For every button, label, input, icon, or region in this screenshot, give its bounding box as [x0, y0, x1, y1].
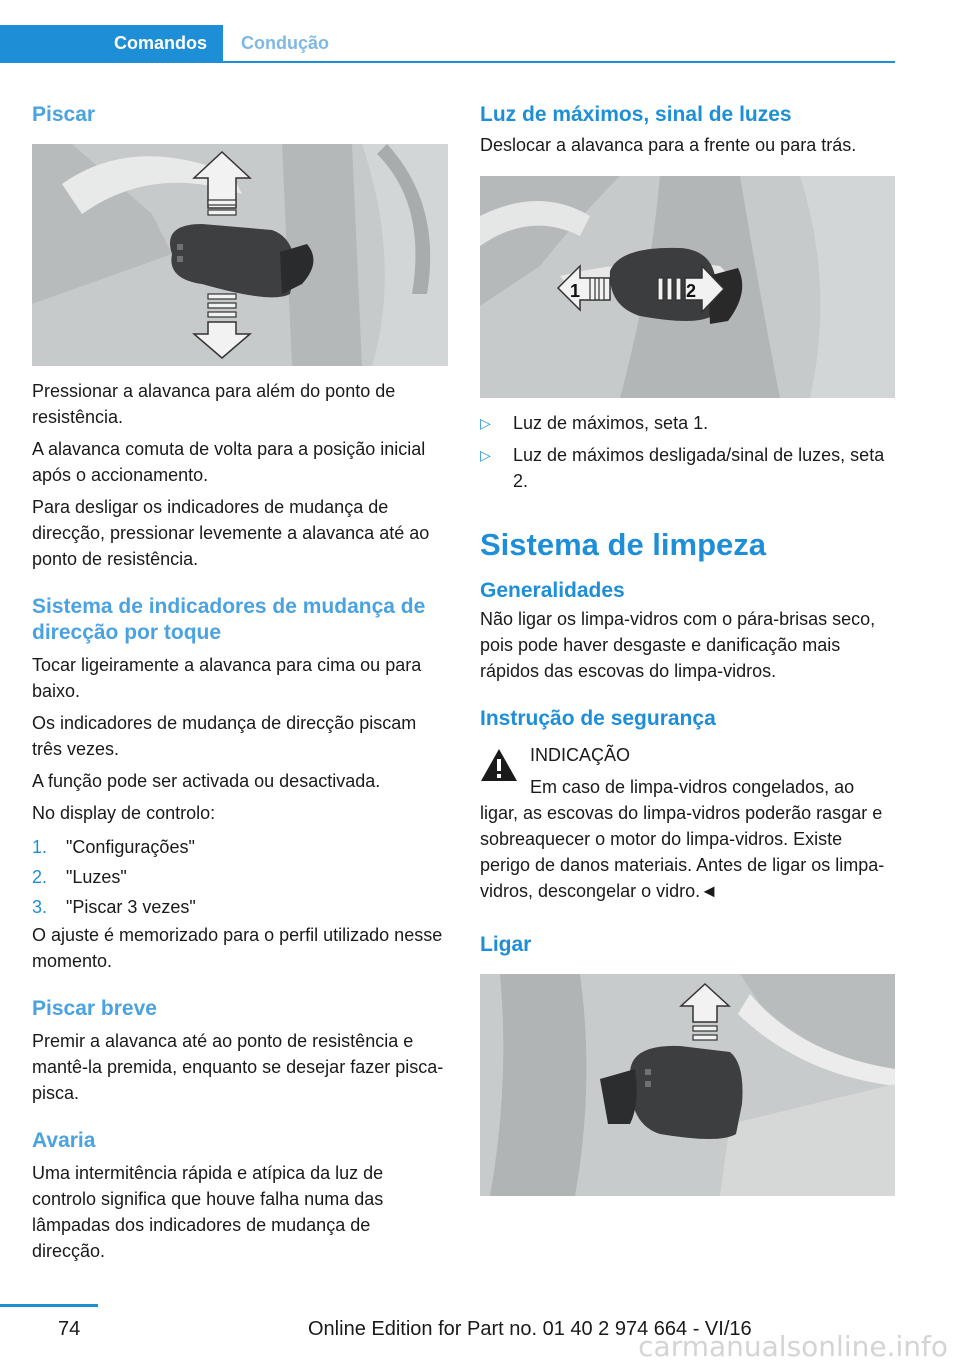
figure-maximos	[480, 176, 895, 398]
toque-p3: A função pode ser activada ou desactivada.	[32, 771, 381, 791]
heading-ligar: Ligar	[480, 933, 532, 956]
heading-piscar: Piscar	[32, 103, 96, 126]
tab-comandos[interactable]: Comandos	[0, 25, 223, 61]
fig-arrow-label-2: 2	[686, 281, 697, 301]
heading-maximos: Luz de máximos, sinal de luzes	[480, 103, 792, 126]
page-number-rule	[0, 1304, 98, 1307]
triangle-bullet-icon: ▷	[480, 447, 491, 463]
toque-p2: Os indicadores de mudança de direcção piscam três vezes.	[32, 713, 417, 759]
generalidades-p: Não ligar os limpa-vidros com o pára-brisas seco, pois pode haver desgaste e danificação mais rápidos das escovas do limpa-vidros.	[480, 609, 876, 681]
warning-block	[480, 742, 896, 768]
avaria-p1: Uma intermitência rápida e atípica da luz de controlo significa que houve falha numa das lâmpadas dos indicadores de mudança de direcção.	[32, 1163, 384, 1261]
step-number: 3.	[32, 897, 48, 917]
heading-toque: Sistema de indicadores de mudança de direcção por toque	[32, 595, 426, 644]
left-column	[32, 100, 448, 1264]
piscar-p2: A alavanca comuta de volta para a posição inicial após o accionamento.	[32, 439, 426, 485]
figure-piscar	[32, 144, 448, 366]
piscar-p1: Pressionar a alavanca para além do ponto de resistência.	[32, 381, 396, 427]
item-text: Luz de máximos desligada/sinal de luzes, seta 2.	[513, 445, 885, 491]
heading-avaria: Avaria	[32, 1129, 96, 1152]
step-text: "Luzes"	[66, 867, 127, 887]
lever-up-down-illustration	[32, 144, 448, 366]
heading-generalidades: Generalidades	[480, 579, 625, 602]
step-number: 2.	[32, 867, 48, 887]
heading-seguranca: Instrução de segurança	[480, 707, 716, 730]
watermark: carmanualsonline.info	[638, 1330, 948, 1362]
fig-arrow-label-1: 1	[570, 281, 581, 301]
right-column	[480, 100, 896, 1196]
header-tabbar	[0, 25, 895, 63]
toque-p1: Tocar ligeiramente a alavanca para cima ou para baixo.	[32, 655, 422, 701]
warning-triangle-icon	[480, 748, 518, 787]
wiper-lever-illustration	[480, 974, 895, 1196]
triangle-bullet-icon: ▷	[480, 415, 491, 431]
list-item	[32, 832, 448, 862]
heading-breve: Piscar breve	[32, 997, 157, 1020]
piscar-p3: Para desligar os indicadores de mudança de direcção, pressionar levemente a alavanca até ao ponto de resistência.	[32, 497, 430, 569]
maximos-list	[480, 410, 896, 494]
lever-forward-back-illustration	[480, 176, 895, 398]
warning-title: INDICAÇÃO	[530, 745, 631, 765]
toque-p4: No display de controlo:	[32, 803, 216, 823]
list-item	[32, 862, 448, 892]
toque-p5: O ajuste é memorizado para o perfil utilizado nesse momento.	[32, 925, 443, 971]
tab-conducao[interactable]: Condução	[241, 33, 329, 53]
steps-list	[32, 832, 448, 922]
edition-text: Online Edition for Part no. 01 40 2 974 664 - VI/16	[308, 1318, 752, 1340]
list-item	[32, 892, 448, 922]
step-number: 1.	[32, 837, 48, 857]
warning-text: Em caso de limpa-vidros congelados, ao ligar, as escovas do limpa-vidros poderão rasgar e sobreaquecer o motor do limpa-vidros. Existe perigo de danos materiais. Antes de ligar os limpa-vidros, descongelar o vidro.◄	[480, 777, 885, 901]
list-item	[480, 410, 896, 436]
list-item	[480, 442, 896, 494]
figure-ligar	[480, 974, 895, 1196]
page-number: 74	[58, 1318, 81, 1340]
step-text: "Configurações"	[66, 837, 195, 857]
item-text: Luz de máximos, seta 1.	[513, 413, 709, 433]
heading-limpeza: Sistema de limpeza	[480, 527, 767, 562]
maximos-p1: Deslocar a alavanca para a frente ou para trás.	[480, 135, 857, 155]
step-text: "Piscar 3 vezes"	[66, 897, 196, 917]
breve-p1: Premir a alavanca até ao ponto de resistência e mantê-la premida, enquanto se desejar fazer pisca-pisca.	[32, 1031, 444, 1103]
